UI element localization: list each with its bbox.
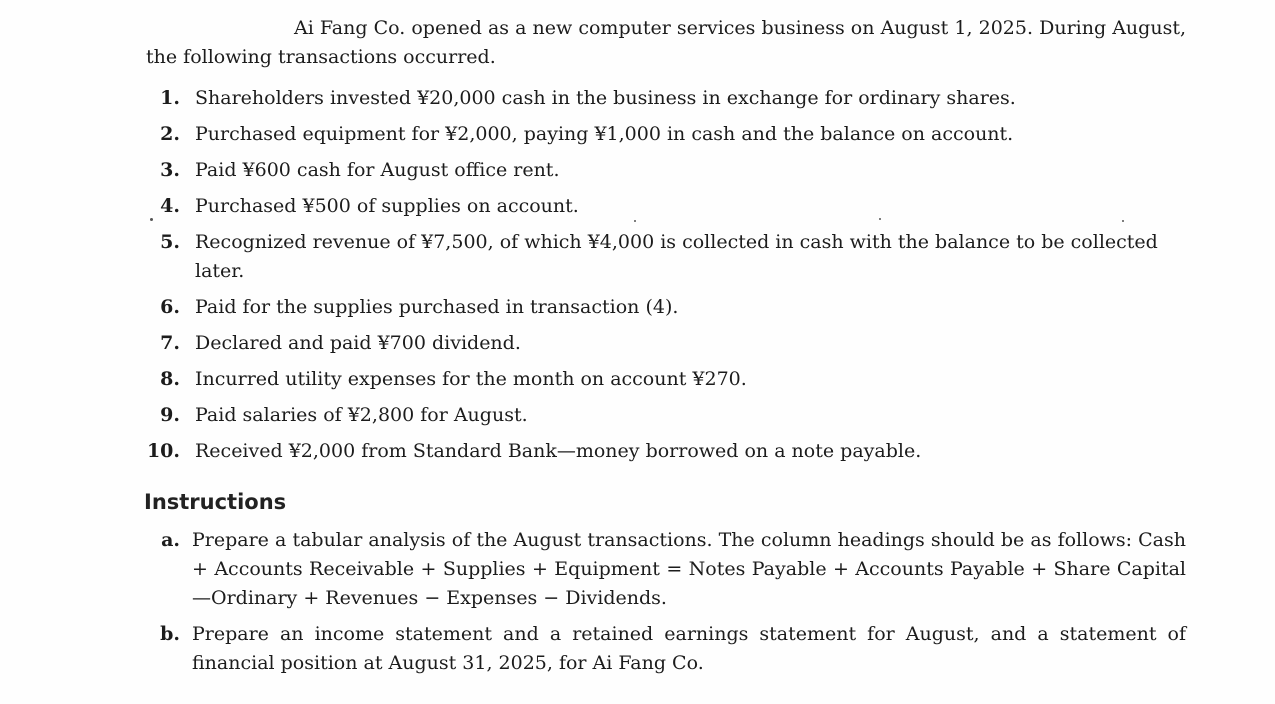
transaction-item [146,365,1186,394]
item-text: Prepare an income statement and a retained earnings statement for August, and a statement of financial position at August 31, 2025, for Ai Fang Co. [192,623,1186,674]
transaction-item [146,156,1186,185]
item-number: 4. [160,195,180,217]
item-text: Prepare a tabular analysis of the August transactions. The column headings should be as follows: Cash + Accounts Receivable + Supplies + Equipment = Notes Payable + Accounts Payable + Share Capital—Ordinary + Revenues − Expenses − Dividends. [192,529,1186,609]
item-text: Shareholders invested ¥20,000 cash in the business in exchange for ordinary shares. [195,87,1016,109]
scan-speck [150,218,153,221]
transaction-item [146,293,1186,322]
scan-speck [634,220,636,222]
item-number: 9. [160,404,180,426]
item-text: Paid ¥600 cash for August office rent. [195,159,560,181]
transaction-item [146,192,1186,221]
item-label: a. [161,529,180,551]
transaction-item [146,228,1186,286]
item-text: Paid salaries of ¥2,800 for August. [195,404,528,426]
item-text: Paid for the supplies purchased in transaction (4). [195,296,679,318]
item-text: Purchased equipment for ¥2,000, paying ¥1,000 in cash and the balance on account. [195,123,1014,145]
instructions-list [146,526,1186,678]
item-text: Incurred utility expenses for the month on account ¥270. [195,368,747,390]
item-text: Declared and paid ¥700 dividend. [195,332,521,354]
item-number: 2. [160,123,180,145]
transaction-item [146,120,1186,149]
scan-speck [879,218,881,220]
transaction-list [146,84,1186,466]
item-number: 5. [160,231,180,253]
transaction-item [146,401,1186,430]
item-text: Purchased ¥500 of supplies on account. [195,195,579,217]
item-number: 3. [160,159,180,181]
item-text: Recognized revenue of ¥7,500, of which ¥4,000 is collected in cash with the balance to be collected later. [195,231,1158,282]
transaction-item [146,437,1186,466]
instruction-item [146,526,1186,613]
item-number: 6. [160,296,180,318]
transaction-item [146,329,1186,358]
item-label: b. [160,623,180,645]
instruction-item [146,620,1186,678]
item-number: 10. [146,440,180,462]
item-text: Received ¥2,000 from Standard Bank—money borrowed on a note payable. [195,440,922,462]
intro-paragraph: Ai Fang Co. opened as a new computer services business on August 1, 2025. During August, the following transactions occurred. [146,17,1186,68]
item-number: 8. [160,368,180,390]
instructions-heading: Instructions [144,490,287,514]
transaction-item [146,84,1186,113]
scan-speck [1122,220,1124,222]
item-number: 1. [160,87,180,109]
item-number: 7. [160,332,180,354]
